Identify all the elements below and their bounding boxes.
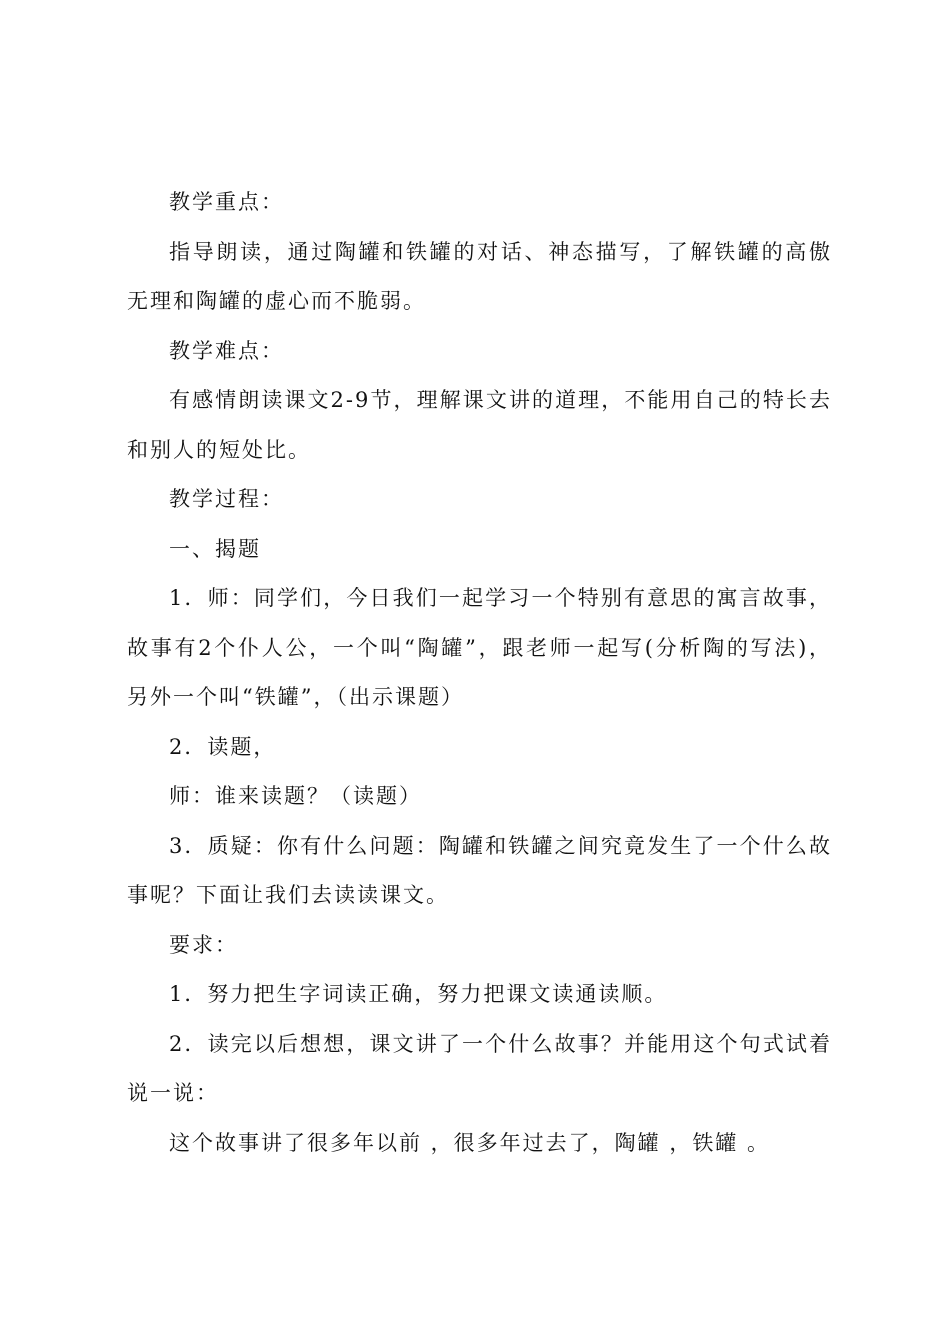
heading-teaching-focus: 教学重点：: [169, 190, 284, 214]
document-body: [127, 178, 832, 1168]
paragraph-teaching-difficulty: 有感情朗读课文2-9节，理解课文讲的道理，不能用自己的特长去和别人的短处比。: [127, 388, 832, 462]
heading-teaching-process: 教学过程：: [169, 487, 284, 511]
sentence-pattern: 这个故事讲了很多年以前 ，很多年过去了，陶罐 ，铁罐 。: [169, 1130, 771, 1155]
heading-requirements: 要求：: [169, 932, 238, 957]
heading-teaching-difficulty: 教学难点：: [169, 338, 284, 363]
paragraph-teaching-focus: 指导朗读，通过陶罐和铁罐的对话、神态描写，了解铁罐的高傲无理和陶罐的虚心而不脆弱。: [127, 239, 832, 313]
section-title-reveal-topic: 一、揭题: [169, 536, 261, 561]
paragraph-teacher-question: 师：谁来读题？（读题）: [169, 784, 422, 808]
requirement-2: 2．读完以后想想，课文讲了一个什么故事？并能用这个句式试着说一说：: [127, 1031, 832, 1105]
requirement-1: 1．努力把生字词读正确，努力把课文读通读顺。: [169, 982, 668, 1006]
paragraph-step-3: 3．质疑：你有什么问题：陶罐和铁罐之间究竟发生了一个什么故事呢？下面让我们去读读课文。: [127, 833, 832, 907]
paragraph-step-2: 2．读题，: [169, 734, 277, 759]
paragraph-step-1: 1．师：同学们，今日我们一起学习一个特别有意思的寓言故事，故事有2个仆人公，一个叫“陶罐”，跟老师一起写(分析陶的写法)，另外一个叫“铁罐”，（出示课题）: [127, 586, 832, 709]
